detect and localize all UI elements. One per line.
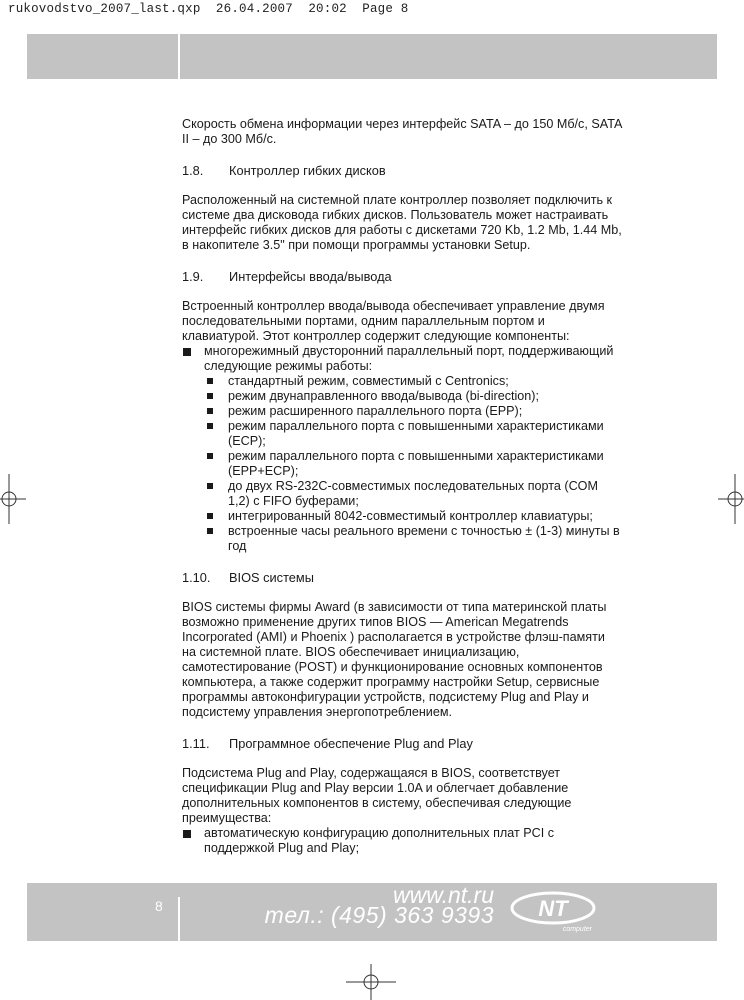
- list-item: [204, 449, 622, 479]
- logo-subtext: computer: [562, 926, 592, 933]
- hollow-square-bullet-icon: [207, 483, 213, 489]
- list-item-text: режим параллельного порта с повышенными характеристиками (ECP);: [228, 419, 604, 448]
- list-item-text: до двух RS-232C-совместимых последовательных порта (COM 1,2) с FIFO буферами;: [228, 479, 598, 508]
- section-number: 1.10.: [182, 570, 211, 585]
- section-paragraph-1-9: Встроенный контроллер ввода/вывода обеспечивает управление двумя последовательными портами, одним параллельным портом и клавиатурой. Этот контроллер содержит следующие компоненты:: [182, 299, 605, 343]
- list-item-text: режим двунаправленного ввода/вывода (bi-direction);: [228, 389, 539, 403]
- logo-text: NT: [538, 896, 568, 921]
- list-item: [204, 419, 622, 449]
- hollow-square-bullet-icon: [207, 453, 213, 459]
- list-item-text: встроенные часы реального времени с точностью ± (1-3) минуты в год: [228, 524, 620, 553]
- phone-number: тел.: (495) 363 9393: [264, 902, 494, 928]
- header-band: [27, 33, 717, 79]
- section-heading-1-11: [182, 736, 622, 751]
- list-item-text: автоматическую конфигурацию дополнительных плат PCI с поддержкой Plug and Play;: [204, 826, 555, 855]
- hollow-square-bullet-icon: [207, 378, 213, 384]
- parallel-modes-list: [204, 374, 622, 554]
- io-components-list: [182, 344, 622, 554]
- page-number: 8: [155, 898, 163, 914]
- list-item: [182, 344, 622, 554]
- section-heading-1-9: [182, 269, 622, 284]
- section-number: 1.11.: [182, 736, 210, 751]
- list-item: [204, 509, 622, 524]
- header-divider: [178, 33, 180, 79]
- section-paragraph-1-11: Подсистема Plug and Play, содержащаяся в BIOS, соответствует спецификации Plug and Play версии 1.0A и облегчает добавление дополнительных компонентов в систему, обеспечивая следующие преимущества:: [182, 766, 572, 825]
- section-title: Интерфейсы ввода/вывода: [229, 269, 392, 284]
- hollow-square-bullet-icon: [207, 393, 213, 399]
- list-item: [204, 404, 622, 419]
- intro-paragraph: Скорость обмена информации через интерфейс SATA – до 150 Мб/с, SATA II – до 300 Мб/с.: [182, 117, 622, 146]
- hollow-square-bullet-icon: [207, 408, 213, 414]
- list-item-text: интегрированный 8042-совместимый контроллер клавиатуры;: [228, 509, 593, 523]
- list-item-text: стандартный режим, совместимый с Centronics;: [228, 374, 509, 388]
- registration-mark-right: [714, 474, 744, 524]
- section-title: Программное обеспечение Plug and Play: [229, 736, 473, 751]
- registration-mark-bottom: [346, 960, 396, 1000]
- list-item: [182, 826, 622, 856]
- print-slug: rukovodstvo_2007_last.qxp 26.04.2007 20:02 Page 8: [8, 2, 409, 16]
- section-paragraph-1-10: BIOS системы фирмы Award (в зависимости от типа материнской платы возможно применение других типов BIOS — American Megatrends Incorporated (AMI) и Phoenix ) располагается в устройстве флэш-памяти на системной плате. BIOS обеспечивает инициализацию, самотестирование (POST) и функционирование основных компонентов компьютера, а также содержит программу настройки Setup, сервисные программы автоконфигурации устройств, подсистему Plug and Play и подсистему управления энергопотреблением.: [182, 600, 607, 719]
- list-item-text: многорежимный двусторонний параллельный порт, поддерживающий следующие режимы работы:: [204, 344, 614, 373]
- registration-mark-left: [0, 474, 30, 524]
- section-number: 1.9.: [182, 269, 204, 284]
- section-heading-1-10: [182, 570, 622, 585]
- list-item-text: режим параллельного порта с повышенными характеристиками (EPP+ECP);: [228, 449, 604, 478]
- square-bullet-icon: [183, 830, 191, 838]
- website-link[interactable]: www.nt.ru: [393, 882, 494, 908]
- hollow-square-bullet-icon: [207, 423, 213, 429]
- footer-divider: [178, 897, 180, 941]
- section-title: Контроллер гибких дисков: [229, 163, 386, 178]
- square-bullet-icon: [183, 348, 191, 356]
- list-item: [204, 389, 622, 404]
- section-heading-1-8: [182, 163, 622, 178]
- hollow-square-bullet-icon: [207, 513, 213, 519]
- hollow-square-bullet-icon: [207, 528, 213, 534]
- pnp-benefits-list: [182, 826, 622, 856]
- list-item: [204, 524, 622, 554]
- section-number: 1.8.: [182, 163, 204, 178]
- page-content: [182, 117, 622, 856]
- header-crop-line: [27, 33, 717, 34]
- section-paragraph-1-8: Расположенный на системной плате контроллер позволяет подключить к системе два дисковода гибких дисков. Пользователь может настраивать интерфейс гибких дисков для работы с дискетами 720 Kb, 1.2 Mb, 1.44 Mb, в накопителе 3.5" при помощи программы установки Setup.: [182, 193, 622, 252]
- list-item: [204, 479, 622, 509]
- list-item: [204, 374, 622, 389]
- list-item-text: режим расширенного параллельного порта (EPP);: [228, 404, 523, 418]
- nt-computer-logo: [510, 890, 596, 934]
- section-title: BIOS системы: [229, 570, 314, 585]
